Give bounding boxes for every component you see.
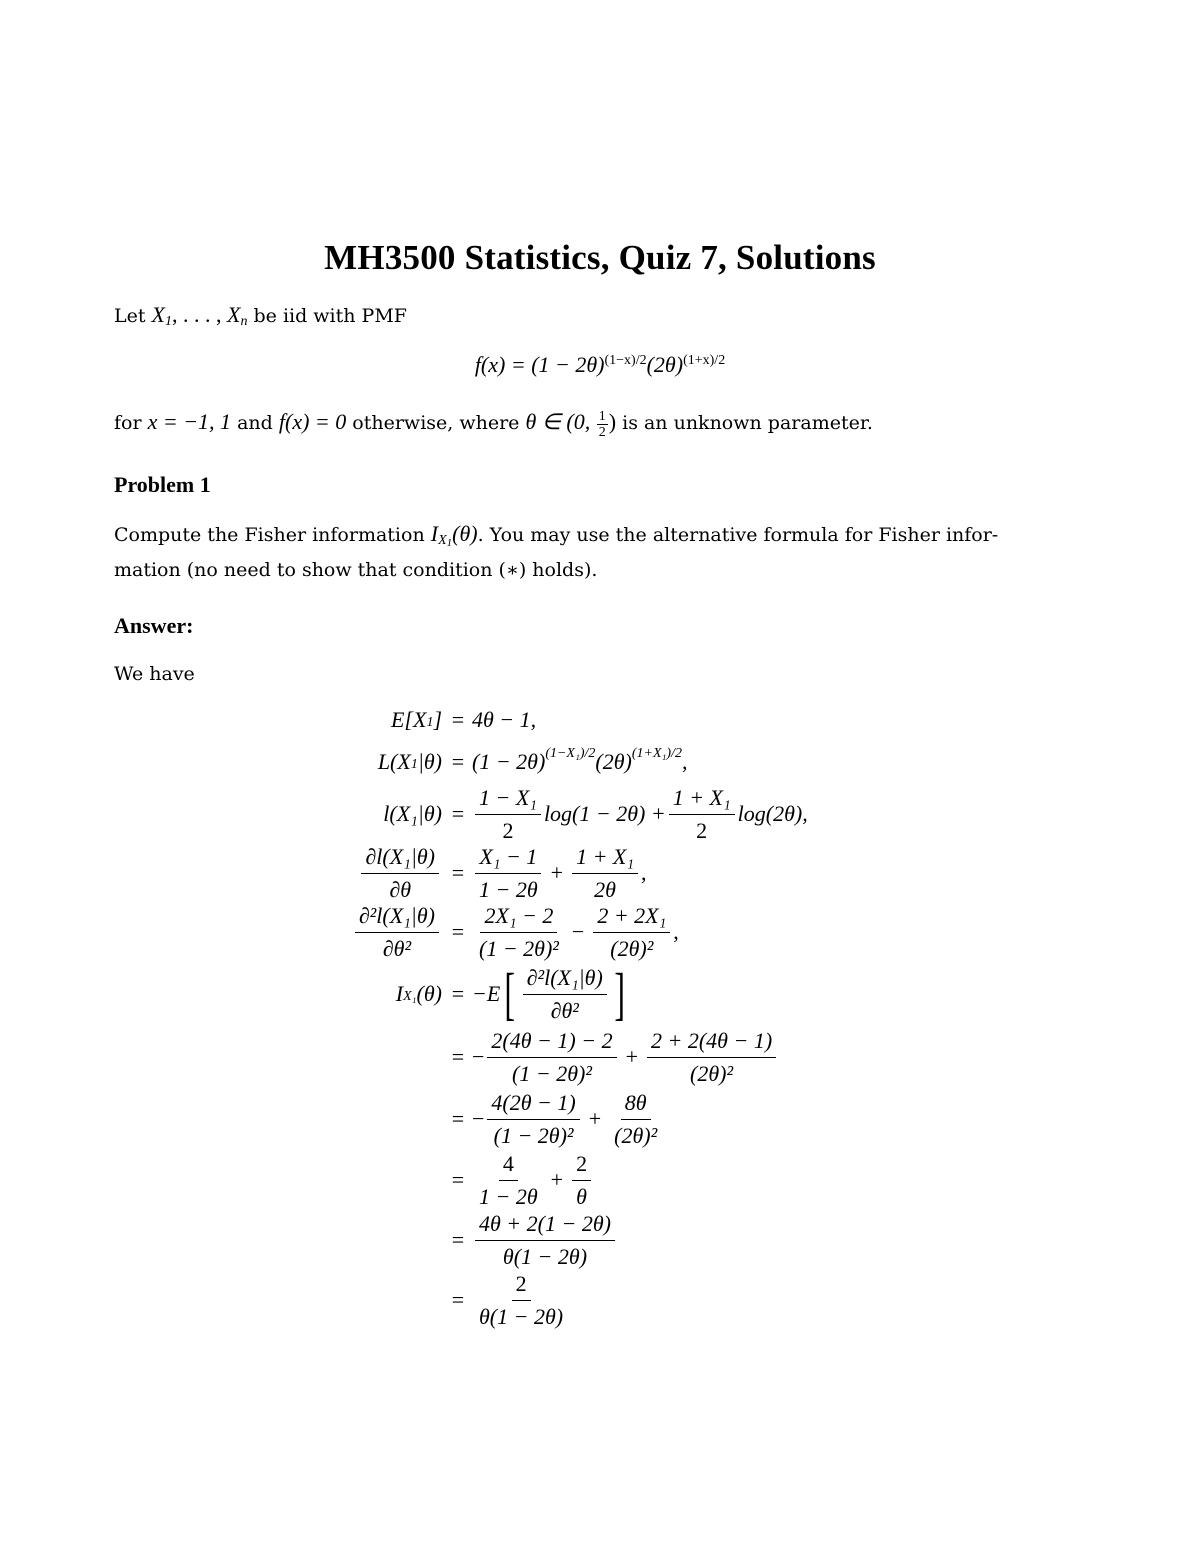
equation-step-3: = $\frac{4}{1 - 2\theta}$ + $\frac{2}{\theta}$	[0, 1150, 1200, 1210]
equation-step-2: = − $\frac{4(2\theta - 1)}{\text{(1 − 2θ)²}}$ + $\frac{8\theta}{\text{(2θ)²}}$	[451, 1089, 658, 1148]
intro-suffix: be iid with PMF	[247, 305, 407, 327]
we-have-text: We have	[114, 663, 195, 685]
intro-let: Let	[114, 305, 152, 327]
support-line: for x = −1, 1 and f(x) = 0 otherwise, where θ ∈ (0, $\frac{1}{2}$ ) is an unknown parameter.	[114, 408, 873, 440]
problem-text-line-2: mation (no need to show that condition (∗) holds).	[114, 559, 598, 581]
intro-xn: $X_n$	[227, 302, 248, 329]
equation-final-result: = $\frac{2}{\theta(1 - 2\theta)}$	[451, 1270, 564, 1329]
equation-step-4: = $\frac{4\theta + 2(1 - 2\theta)}{\theta(1 - 2\theta)}$	[0, 1210, 1200, 1270]
equation-step-1: = − $\frac{2(4\theta - 1) - 2}{\text{(1 − 2θ)²}}$ + $\frac{2 + 2(4\theta - 1)}{\text{(2θ)²}}$	[0, 1027, 1200, 1087]
equation-fisher-definition: I $_{X_1}$ (θ) = −E [ $\frac{\text{∂²l(X₁|θ)}}{\text{∂θ²}}$ ]	[395, 961, 625, 1026]
problem-text-line-1: Compute the Fisher information $I_{X_1}(\theta)$. You may use the alternative formula for Fisher infor-	[114, 521, 999, 549]
page-title: MH3500 Statistics, Quiz 7, Solutions	[324, 238, 876, 277]
pmf-formula: $f(x) = (1 - 2\theta)^{(1-x)/2}(2\theta)^{(1+x)/2}$	[474, 352, 726, 377]
equation-second-derivative: $\frac{\text{∂²l(X₁|θ)}}{\text{∂θ²}}$ = $\frac{\text{2X₁ − 2}}{\text{(1 − 2θ)²}}$ − $\frac{\text{2 + 2X₁}}{\text{(2θ)²}}$ ,	[0, 902, 1200, 962]
equation-log-likelihood: l(X₁|θ) = $\frac{\text{1 − X₁}}{2}$ log(1 − 2θ) + $\frac{\text{1 + X₁}}{2}$ log(2θ),	[383, 784, 808, 843]
answer-heading: Answer:	[114, 613, 194, 638]
intro-x1: $X_1$	[151, 302, 172, 329]
equation-expectation: E[X $_1$ ] = 4θ − 1,	[390, 707, 537, 732]
intro-ellipsis: , . . . ,	[172, 302, 227, 327]
fisher-info-symbol: $I_{X_1}(\theta)$	[430, 521, 478, 549]
problem-heading: Problem 1	[114, 472, 211, 497]
equation-score: $\frac{\text{∂l(X₁|θ)}}{\partial\theta}$ = $\frac{\text{X₁ − 1}}{1 - 2\theta}$ + $\frac{\text{1 + X₁}}{2\theta}$ ,	[0, 843, 1200, 903]
intro-line	[114, 297, 1074, 334]
half-fraction: $\frac{1}{2}$	[598, 408, 606, 440]
equation-likelihood: L(X $_1$ |θ) = (1 − 2θ) $^{(1-X_1)/2}$ (2θ) $^{(1+X_1)/2}$ ,	[377, 746, 688, 774]
